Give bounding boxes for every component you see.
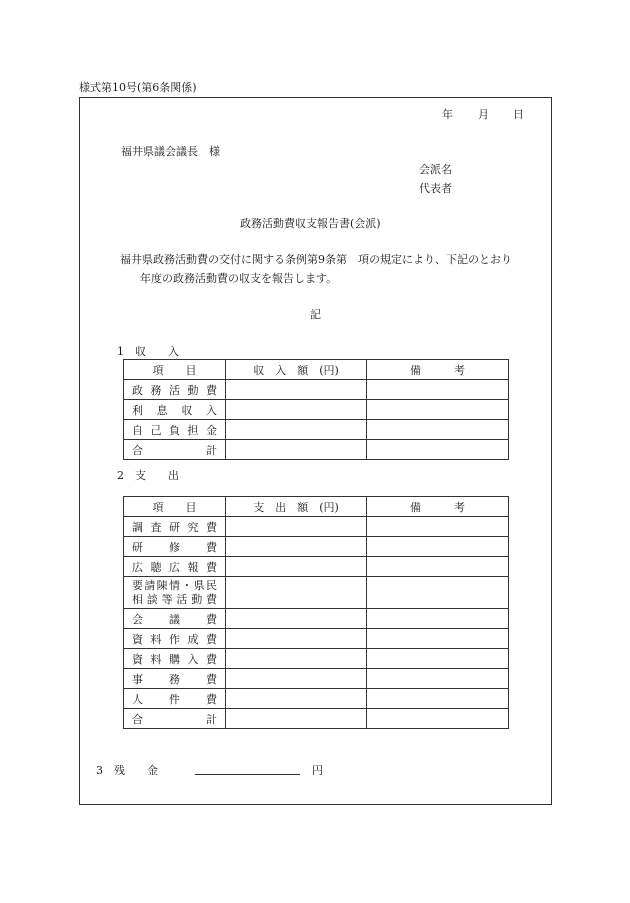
table-row — [124, 360, 509, 380]
addressee: 福井県議会議長 様 — [121, 145, 220, 158]
income-item — [124, 380, 226, 400]
page-title: 政務活動費収支報告書(会派) — [240, 217, 381, 230]
expenditure-remarks-cell[interactable] — [367, 537, 509, 557]
income-remarks-cell[interactable] — [367, 440, 509, 460]
table-row — [124, 440, 509, 460]
ki-marker: 記 — [310, 308, 321, 321]
expenditure-item — [124, 517, 226, 537]
expenditure-item-label: 調査研究費 — [132, 520, 217, 534]
expenditure-amount-cell[interactable] — [226, 649, 367, 669]
expenditure-item-label: 事務費 — [132, 672, 217, 686]
expenditure-item — [124, 649, 226, 669]
expenditure-item — [124, 537, 226, 557]
date-month: 月 — [478, 108, 489, 121]
expenditure-remarks-cell[interactable] — [367, 557, 509, 577]
expenditure-item — [124, 709, 226, 729]
date-year: 年 — [442, 108, 453, 121]
expenditure-table — [123, 496, 509, 729]
income-header-item: 項 目 — [124, 360, 226, 380]
income-amount-cell[interactable] — [226, 400, 367, 420]
expenditure-remarks-cell[interactable] — [367, 609, 509, 629]
income-remarks-cell[interactable] — [367, 420, 509, 440]
expenditure-amount-cell[interactable] — [226, 517, 367, 537]
expenditure-remarks-cell[interactable] — [367, 669, 509, 689]
expenditure-amount-cell[interactable] — [226, 629, 367, 649]
balance-input-line[interactable] — [195, 774, 300, 775]
expenditure-item-label: 広聴広報費 — [132, 560, 217, 574]
table-row — [124, 689, 509, 709]
expenditure-item-label: 人件費 — [132, 692, 217, 706]
income-remarks-cell[interactable] — [367, 400, 509, 420]
table-row — [124, 649, 509, 669]
body-line-1: 福井県政務活動費の交付に関する条例第9条第 項の規定により、下記のとおり — [120, 253, 512, 266]
balance-unit: 円 — [312, 764, 323, 777]
expenditure-remarks-cell[interactable] — [367, 709, 509, 729]
expenditure-item-label: 要請陳情・県民 — [132, 578, 217, 592]
expenditure-remarks-cell[interactable] — [367, 577, 509, 609]
income-remarks-cell[interactable] — [367, 380, 509, 400]
income-item-label: 政務活動費 — [132, 383, 217, 397]
expenditure-amount-cell[interactable] — [226, 669, 367, 689]
expenditure-header-remarks: 備 考 — [367, 497, 509, 517]
faction-name-label: 会派名 — [419, 163, 452, 176]
expenditure-item — [124, 669, 226, 689]
expenditure-amount-cell[interactable] — [226, 537, 367, 557]
representative-label: 代表者 — [419, 182, 452, 195]
expenditure-section-label: 2 支 出 — [117, 469, 179, 482]
form-number: 様式第10号(第6条関係) — [79, 81, 197, 94]
expenditure-item-label: 資料作成費 — [132, 632, 217, 646]
income-section-label: 1 収 入 — [117, 345, 179, 358]
expenditure-remarks-cell[interactable] — [367, 689, 509, 709]
expenditure-header-amount: 支 出 額 (円) — [226, 497, 367, 517]
date-day: 日 — [513, 108, 524, 121]
income-item-label: 利息収入 — [132, 403, 217, 417]
expenditure-item — [124, 629, 226, 649]
table-row — [124, 709, 509, 729]
income-amount-cell[interactable] — [226, 440, 367, 460]
table-row — [124, 537, 509, 557]
expenditure-amount-cell[interactable] — [226, 709, 367, 729]
income-amount-cell[interactable] — [226, 380, 367, 400]
expenditure-item — [124, 557, 226, 577]
table-row — [124, 557, 509, 577]
expenditure-item — [124, 609, 226, 629]
expenditure-item — [124, 689, 226, 709]
table-row — [124, 497, 509, 517]
table-row — [124, 380, 509, 400]
table-row — [124, 420, 509, 440]
income-item — [124, 420, 226, 440]
balance-label: 3 残 金 — [96, 764, 158, 777]
expenditure-header-item: 項 目 — [124, 497, 226, 517]
expenditure-item-label: 研修費 — [132, 540, 217, 554]
income-header-remarks: 備 考 — [367, 360, 509, 380]
table-row — [124, 669, 509, 689]
table-row — [124, 400, 509, 420]
expenditure-amount-cell[interactable] — [226, 609, 367, 629]
table-row — [124, 609, 509, 629]
expenditure-remarks-cell[interactable] — [367, 649, 509, 669]
table-row — [124, 577, 509, 609]
income-amount-cell[interactable] — [226, 420, 367, 440]
expenditure-remarks-cell[interactable] — [367, 629, 509, 649]
income-item — [124, 440, 226, 460]
expenditure-remarks-cell[interactable] — [367, 517, 509, 537]
expenditure-item — [124, 577, 226, 609]
expenditure-amount-cell[interactable] — [226, 557, 367, 577]
expenditure-amount-cell[interactable] — [226, 577, 367, 609]
table-row — [124, 517, 509, 537]
body-line-2: 年度の政務活動費の収支を報告します。 — [140, 272, 338, 285]
income-table — [123, 359, 509, 460]
expenditure-item-label: 相談等活動費 — [132, 592, 217, 606]
expenditure-item-label: 資料購入費 — [132, 652, 217, 666]
income-header-amount: 収 入 額 (円) — [226, 360, 367, 380]
income-item-label: 自己負担金 — [132, 423, 217, 437]
income-item-label: 合計 — [132, 443, 217, 457]
expenditure-amount-cell[interactable] — [226, 689, 367, 709]
expenditure-item-label: 会議費 — [132, 612, 217, 626]
table-row — [124, 629, 509, 649]
expenditure-item-label: 合計 — [132, 712, 217, 726]
income-item — [124, 400, 226, 420]
